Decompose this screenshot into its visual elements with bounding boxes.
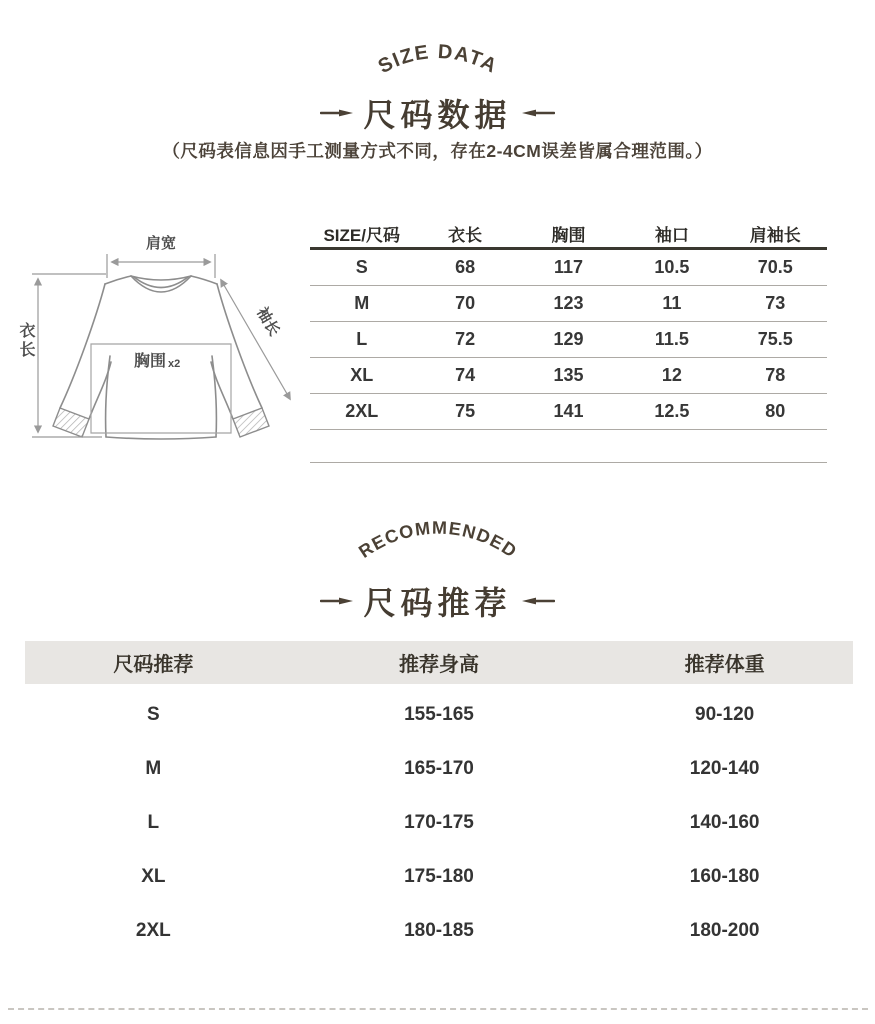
recommend-table-row xyxy=(25,688,853,742)
height-cell: 180-185 xyxy=(404,920,474,941)
recommended-arch-text: RECOMMENDED xyxy=(355,517,521,562)
needle-right-icon xyxy=(521,595,555,607)
recommend-title-row xyxy=(0,578,875,624)
value-cell: 68 xyxy=(455,257,476,277)
value-cell: 12.5 xyxy=(654,401,690,421)
size-table-header-cell: 袖口 xyxy=(654,226,689,245)
weight-cell: 140-160 xyxy=(689,812,760,833)
needle-right-icon xyxy=(521,107,555,119)
value-cell: 75 xyxy=(455,401,476,421)
size-table-empty-row xyxy=(310,430,827,463)
recommend-title: 尺码推荐 xyxy=(363,585,512,621)
value-cell: 78 xyxy=(765,365,786,385)
size-cell: L xyxy=(356,329,368,349)
value-cell: 73 xyxy=(765,293,786,313)
value-cell: 141 xyxy=(553,401,584,421)
svg-text:SIZE DATA xyxy=(375,41,502,78)
size-table-header-cell: 胸围 xyxy=(551,226,586,245)
recommend-table-header-row xyxy=(25,641,853,684)
value-cell: 74 xyxy=(455,365,476,385)
size-cell: S xyxy=(355,257,368,277)
value-cell: 135 xyxy=(553,365,584,385)
recommend-table-row xyxy=(25,850,853,904)
weight-cell: 120-140 xyxy=(689,758,760,779)
size-data-title-row xyxy=(0,90,875,136)
recommend-header-cell: 推荐身高 xyxy=(398,654,479,676)
garment-diagram xyxy=(8,226,313,466)
recommended-arch xyxy=(344,512,532,568)
weight-cell: 180-200 xyxy=(689,920,760,941)
size-data-title: 尺码数据 xyxy=(363,97,512,133)
needle-left-icon xyxy=(320,107,354,119)
size-cell: L xyxy=(147,812,160,833)
size-data-arch-text: SIZE DATA xyxy=(374,40,502,79)
size-table-row xyxy=(310,286,827,322)
size-cell: 2XL xyxy=(345,401,379,421)
size-table-row xyxy=(310,394,827,430)
size-cell: S xyxy=(146,704,160,725)
value-cell: 11 xyxy=(662,293,682,313)
right-cuff xyxy=(233,408,269,437)
svg-text:RECOMMENDED xyxy=(355,518,521,562)
chest-multiplier-label: x2 xyxy=(168,358,181,370)
value-cell: 117 xyxy=(553,257,584,277)
recommend-header-cell: 推荐体重 xyxy=(684,654,765,676)
value-cell: 123 xyxy=(553,293,584,313)
recommend-table-body xyxy=(25,688,853,958)
height-cell: 165-170 xyxy=(404,758,474,779)
weight-cell: 90-120 xyxy=(695,704,755,725)
measurement-disclaimer: （尺码表信息因手工测量方式不同，存在2-4CM误差皆属合理范围。） xyxy=(162,141,713,161)
recommend-table-row xyxy=(25,742,853,796)
size-table-header-cell: 肩袖长 xyxy=(749,226,801,245)
weight-cell: 160-180 xyxy=(689,866,760,887)
size-table-row xyxy=(310,322,827,358)
value-cell: 72 xyxy=(455,329,476,349)
height-cell: 175-180 xyxy=(404,866,474,887)
chest-label: 胸围 xyxy=(133,353,166,370)
value-cell: 129 xyxy=(553,329,584,349)
needle-left-icon xyxy=(320,595,354,607)
value-cell: 10.5 xyxy=(654,257,690,277)
bottom-dashed-divider xyxy=(8,1008,868,1010)
height-cell: 170-175 xyxy=(404,812,474,833)
size-cell: M xyxy=(354,293,370,313)
size-table-row xyxy=(310,358,827,394)
value-cell: 12 xyxy=(661,365,682,385)
value-cell: 75.5 xyxy=(757,329,793,349)
size-table xyxy=(310,220,827,463)
size-table-header-cell: 衣长 xyxy=(448,226,483,245)
value-cell: 80 xyxy=(765,401,786,421)
value-cell: 11.5 xyxy=(654,329,689,349)
value-cell: 70 xyxy=(455,293,476,313)
recommend-table-row xyxy=(25,796,853,850)
size-cell: XL xyxy=(350,365,374,385)
measure-lines xyxy=(32,254,290,437)
size-table-header-cell: SIZE/尺码 xyxy=(323,226,400,245)
height-cell: 155-165 xyxy=(404,704,474,725)
garment-sketch xyxy=(8,226,313,466)
size-cell: M xyxy=(145,758,162,779)
recommend-table-row xyxy=(25,904,853,958)
garment-length-label: 衣长 xyxy=(17,322,34,360)
size-table-row xyxy=(310,250,827,286)
value-cell: 70.5 xyxy=(757,257,793,277)
size-data-arch xyxy=(354,38,522,90)
size-cell: XL xyxy=(141,866,166,887)
sleeve-length-label: 袖长 xyxy=(253,304,283,339)
shoulder-width-label: 肩宽 xyxy=(145,235,177,252)
size-cell: 2XL xyxy=(135,920,171,941)
left-cuff xyxy=(53,408,89,437)
size-table-header-row xyxy=(310,220,827,250)
recommend-header-cell: 尺码推荐 xyxy=(113,654,194,676)
